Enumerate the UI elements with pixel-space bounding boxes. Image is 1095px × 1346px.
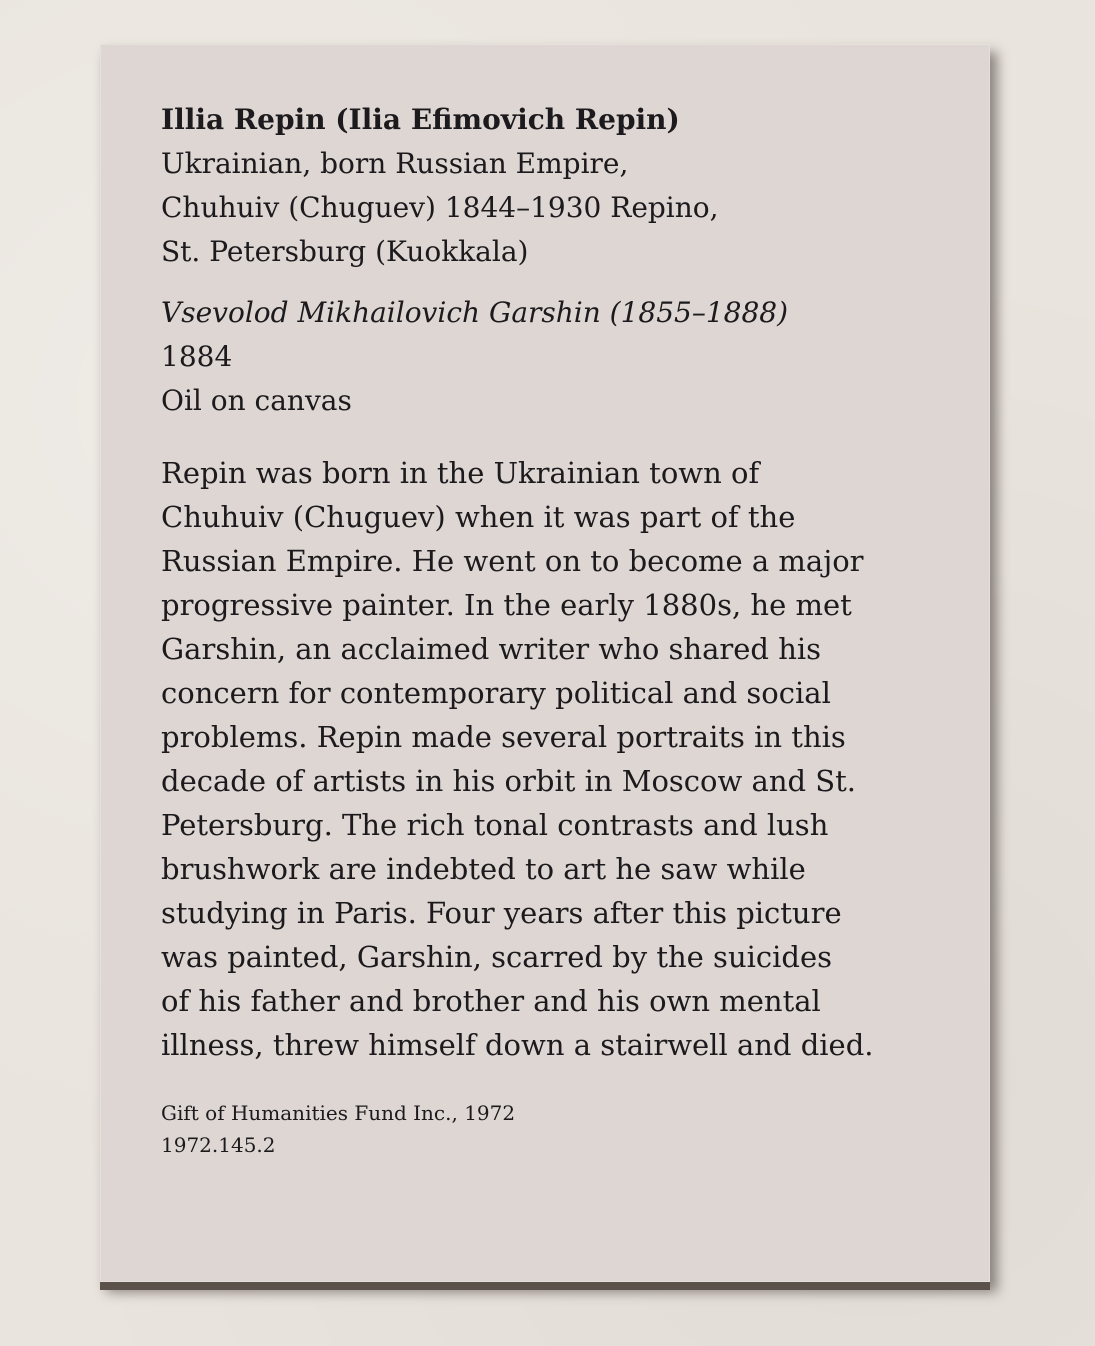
description-line: was painted, Garshin, scarred by the suicides: [161, 940, 833, 974]
accession-number: 1972.145.2: [161, 1133, 276, 1157]
description-line: Petersburg. The rich tonal contrasts and lush: [161, 808, 829, 842]
description-line: Repin was born in the Ukrainian town of: [161, 456, 760, 490]
card-bottom-edge: [100, 1282, 990, 1290]
description-line: Garshin, an acclaimed writer who shared his: [161, 632, 822, 666]
description-line: Russian Empire. He went on to become a major: [161, 544, 864, 578]
description-text: [161, 451, 961, 1067]
description-line: Chuhuiv (Chuguev) when it was part of the: [161, 500, 796, 534]
description-line: decade of artists in his orbit in Moscow and St.: [161, 764, 857, 798]
description-line: problems. Repin made several portraits in this: [161, 720, 846, 754]
artwork-title: Vsevolod Mikhailovich Garshin (1855–1888): [161, 296, 789, 329]
artist-block: [161, 98, 961, 274]
artwork-date: 1884: [161, 340, 233, 373]
description-line: concern for contemporary political and social: [161, 676, 831, 710]
description-line: of his father and brother and his own mental: [161, 984, 821, 1018]
description-line: illness, threw himself down a stairwell and died.: [161, 1028, 874, 1062]
artist-nationality-line: Ukrainian, born Russian Empire,: [161, 147, 629, 180]
artist-life-dates-line: Chuhuiv (Chuguev) 1844–1930 Repino,: [161, 191, 719, 224]
description-line: brushwork are indebted to art he saw while: [161, 852, 806, 886]
artwork-medium: Oil on canvas: [161, 384, 352, 417]
credit-block: [161, 1097, 961, 1161]
credit-line: Gift of Humanities Fund Inc., 1972: [161, 1101, 516, 1125]
artist-death-place-line: St. Petersburg (Kuokkala): [161, 235, 529, 268]
museum-wall-label: [100, 44, 990, 1282]
label-content: [161, 98, 961, 1161]
description-line: progressive painter. In the early 1880s, he met: [161, 588, 852, 622]
description-line: studying in Paris. Four years after this picture: [161, 896, 842, 930]
artist-name: Illia Repin (Ilia Efimovich Repin): [161, 103, 680, 136]
artwork-block: [161, 291, 961, 423]
